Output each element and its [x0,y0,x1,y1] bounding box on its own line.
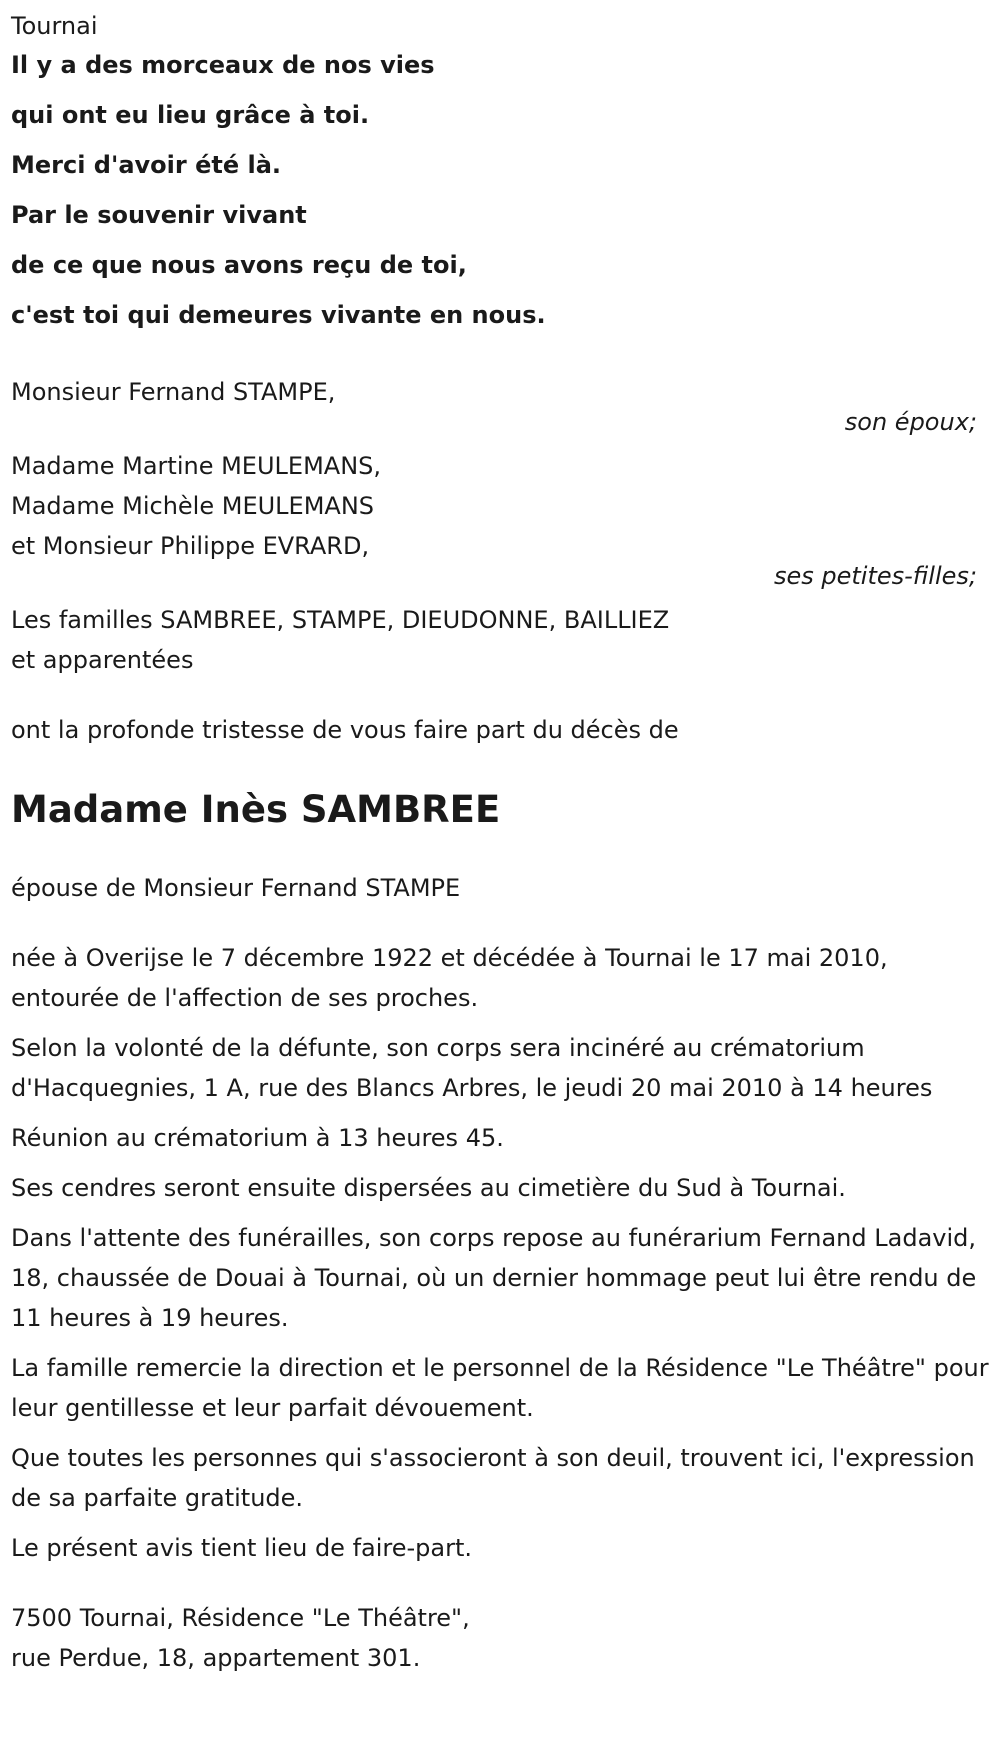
poem-line: c'est toi qui demeures vivante en nous. [11,301,546,329]
husband-role: son époux; [844,408,977,436]
poem [11,40,991,340]
families-section [11,600,991,680]
obituary-text [11,6,991,1678]
granddaughter-line: Madame Michèle MEULEMANS [11,492,375,520]
poem-line: Merci d'avoir été là. [11,151,281,179]
poem-line: Par le souvenir vivant [11,201,307,229]
granddaughters-section [11,446,991,590]
poem-line: de ce que nous avons reçu de toi, [11,251,467,279]
spouse-line: épouse de Monsieur Fernand STAMPE [11,874,461,902]
details-section [11,938,991,1568]
families-line: et apparentées [11,646,194,674]
address-line: 7500 Tournai, Résidence "Le Théâtre", [11,1604,470,1632]
detail-paragraph: Ses cendres seront ensuite dispersées au cimetière du Sud à Tournai. [11,1174,846,1202]
poem-line: Il y a des morceaux de nos vies [11,51,435,79]
detail-paragraph: Réunion au crématorium à 13 heures 45. [11,1124,504,1152]
announcement: ont la profonde tristesse de vous faire part du décès de [11,716,679,744]
husband-section [11,372,991,436]
families-line: Les familles SAMBREE, STAMPE, DIEUDONNE, BAILLIEZ [11,606,670,634]
deceased-name: Madame Inès SAMBREE [11,788,501,831]
detail-paragraph: Que toutes les personnes qui s'associeront à son deuil, trouvent ici, l'expression de sa parfaite gratitude. [11,1444,975,1512]
address-line: rue Perdue, 18, appartement 301. [11,1644,421,1672]
detail-paragraph: Selon la volonté de la défunte, son corps sera incinéré au crématorium d'Hacquegnies, 1 A, rue des Blancs Arbres, le jeudi 20 mai 2010 à 14 heures [11,1034,933,1102]
poem-line: qui ont eu lieu grâce à toi. [11,101,370,129]
husband-name: Monsieur Fernand STAMPE, [11,378,336,406]
detail-paragraph: Dans l'attente des funérailles, son corps repose au funérarium Fernand Ladavid, 18, chaussée de Douai à Tournai, où un dernier hommage peut lui être rendu de 11 heures à 19 heures. [11,1224,977,1332]
city-heading: Tournai [11,12,98,40]
granddaughter-line: Madame Martine MEULEMANS, [11,452,382,480]
address-block [11,1598,991,1678]
detail-paragraph: La famille remercie la direction et le personnel de la Résidence "Le Théâtre" pour leur gentillesse et leur parfait dévouement. [11,1354,989,1422]
detail-paragraph: Le présent avis tient lieu de faire-part. [11,1534,473,1562]
detail-paragraph: née à Overijse le 7 décembre 1922 et décédée à Tournai le 17 mai 2010, entourée de l'affection de ses proches. [11,944,888,1012]
granddaughters-role: ses petites-filles; [773,562,977,590]
granddaughter-line: et Monsieur Philippe EVRARD, [11,532,370,560]
